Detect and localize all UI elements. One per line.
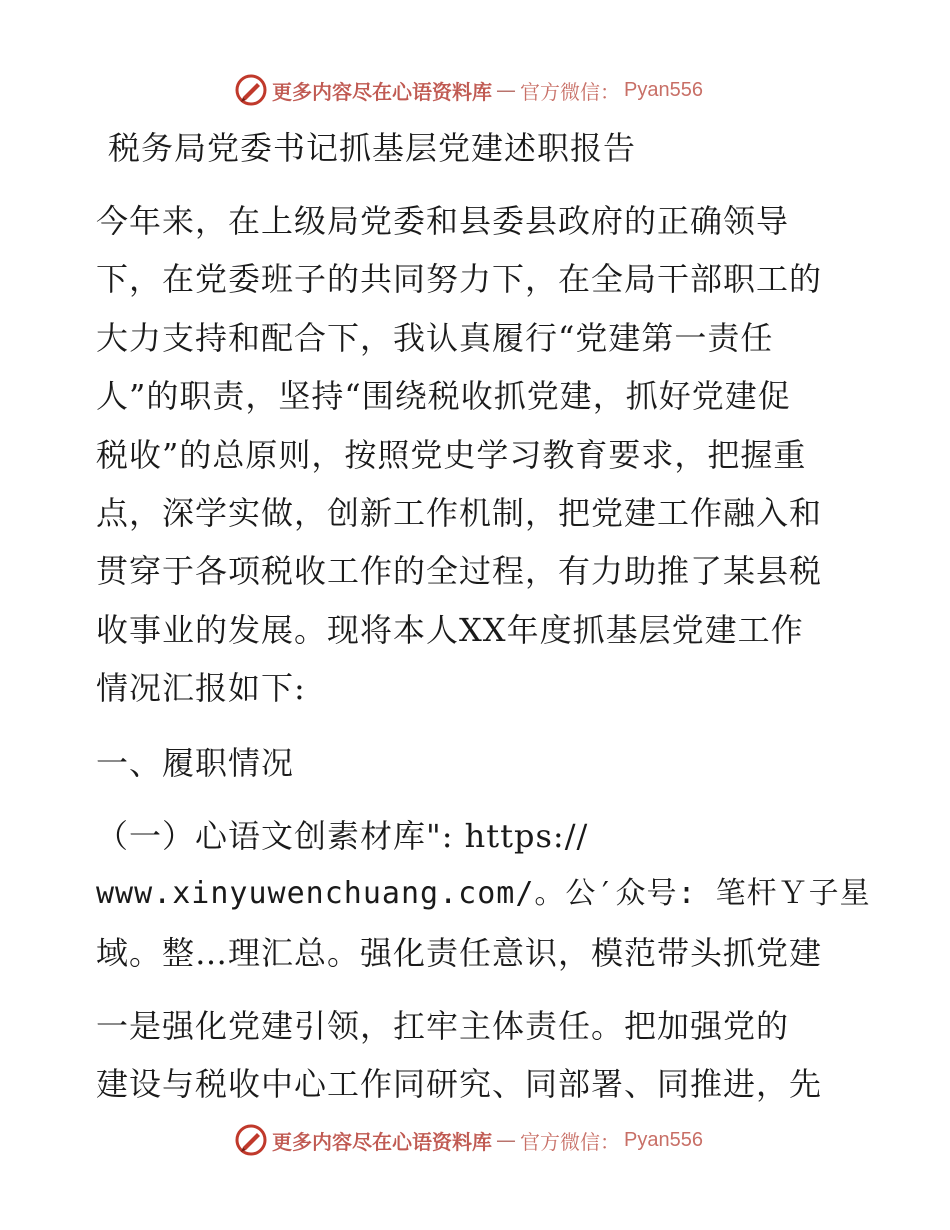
pen-logo-icon <box>234 73 268 107</box>
pen-logo-icon <box>234 1123 268 1157</box>
body-line-7: 贯穿于各项税收工作的全过程，有力助推了某县税 <box>96 552 823 590</box>
watermark-separator: — <box>496 1128 516 1152</box>
body-line-1: 今年来，在上级局党委和县委县政府的正确领导 <box>96 202 790 240</box>
body-line-4: 人”的职责，坚持“围绕税收抓党建，抓好党建促 <box>96 377 791 415</box>
watermark-footer <box>234 1122 703 1158</box>
body-line-3: 大力支持和配合下，我认真履行“党建第一责任 <box>96 319 774 357</box>
watermark-separator: — <box>496 78 516 102</box>
section-heading: 一、履职情况 <box>96 744 295 782</box>
body-line-9: 情况汇报如下: <box>96 669 306 707</box>
body-line-6: 点，深学实做，创新工作机制，把党建工作融入和 <box>96 494 823 532</box>
watermark-wechat-id: Pyan556 <box>624 78 703 101</box>
watermark-main-text: 更多内容尽在心语资料库 <box>272 1129 492 1154</box>
body-line-12: 域。整…理汇总。强化责任意识，模范带头抓党建 <box>96 934 823 972</box>
watermark-wechat-label: 官方微信： <box>520 79 620 104</box>
body-line-8: 收事业的发展。现将本人XX年度抓基层党建工作 <box>96 611 804 649</box>
watermark-header <box>234 72 703 108</box>
watermark-main-text: 更多内容尽在心语资料库 <box>272 79 492 104</box>
body-line-11: www.xinyuwenchuang.com/。公′众号: 笔杆Ｙ子星 <box>96 876 871 911</box>
body-line-2: 下，在党委班子的共同努力下，在全局干部职工的 <box>96 260 823 298</box>
body-line-14: 建设与税收中心工作同研究、同部署、同推进，先 <box>96 1065 823 1103</box>
body-line-5: 税收”的总原则，按照党史学习教育要求，把握重 <box>96 436 807 474</box>
body-line-13: 一是强化党建引领，扛牢主体责任。把加强党的 <box>96 1007 790 1045</box>
watermark-wechat-label: 官方微信： <box>520 1129 620 1154</box>
document-title: 税务局党委书记抓基层党建述职报告 <box>108 129 637 167</box>
watermark-wechat-id: Pyan556 <box>624 1128 703 1151</box>
body-line-10: （一）心语文创素材库": https:// <box>96 817 589 855</box>
